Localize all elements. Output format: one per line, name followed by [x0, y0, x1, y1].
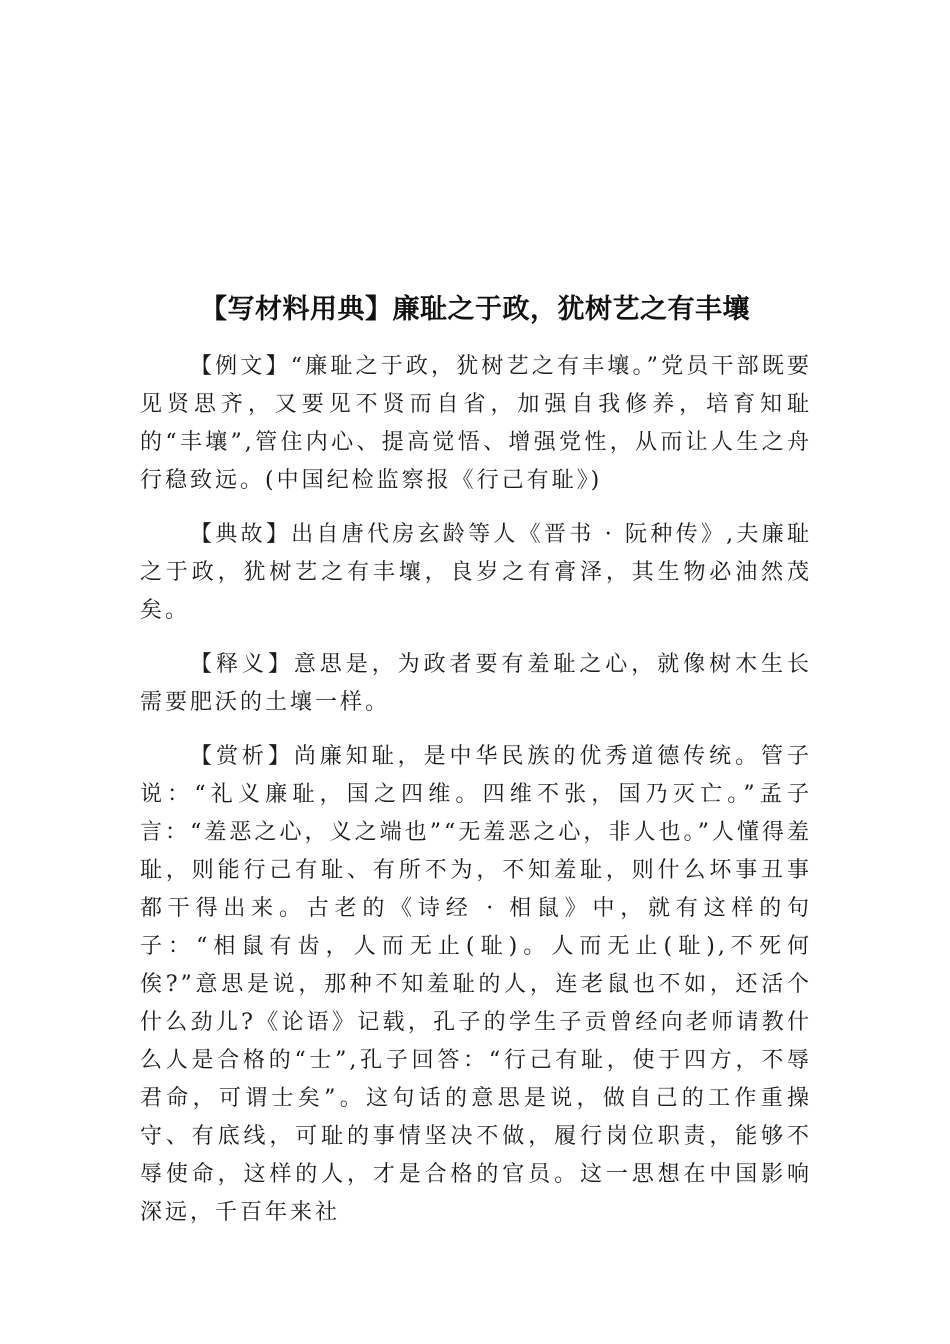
- paragraph-appreciation: 【赏析】尚廉知耻，是中华民族的优秀道德传统。管子说：“礼义廉耻，国之四维。四维不张，国乃灭亡。”孟子言：“羞恶之心，义之端也”“无羞恶之心，非人也。”人懂得羞耻，则能行己有耻、有所不为，不知羞耻，则什么坏事丑事都干得出来。古老的《诗经 · 相鼠》中，就有这样的句子：“相鼠有齿，人而无止(耻)。人而无止(耻),不死何俟?”意思是说，那种不知羞耻的人，连老鼠也不如，还活个什么劲儿?《论语》记载，孔子的学生子贡曾经向老师请教什么人是合格的“士”,孔子回答：“行己有耻，使于四方，不辱君命，可谓士矣”。这句话的意思是说，做自己的工作重操守、有底线，可耻的事情坚决不做，履行岗位职责，能够不辱使命，这样的人，才是合格的官员。这一思想在中国影响深远，千百年来社: [140, 744, 812, 1225]
- document-body: [140, 348, 812, 1232]
- paragraph-example: 【例文】“廉耻之于政，犹树艺之有丰壤。”党员干部既要见贤思齐，又要见不贤而自省，加强自我修养，培育知耻的“丰壤”,管住内心、提高觉悟、增强党性，从而让人生之舟行稳致远。(中国纪检监察报《行己有耻》): [140, 354, 812, 493]
- paragraph-allusion: 【典故】出自唐代房玄龄等人《晋书 · 阮种传》,夫廉耻之于政，犹树艺之有丰壤，良岁之有膏泽，其生物必油然茂矣。: [140, 522, 812, 623]
- document-title: 【写材料用典】廉耻之于政，犹树艺之有丰壤: [200, 294, 750, 325]
- paragraph-meaning: 【释义】意思是，为政者要有羞耻之心，就像树木生长需要肥沃的土壤一样。: [140, 652, 812, 715]
